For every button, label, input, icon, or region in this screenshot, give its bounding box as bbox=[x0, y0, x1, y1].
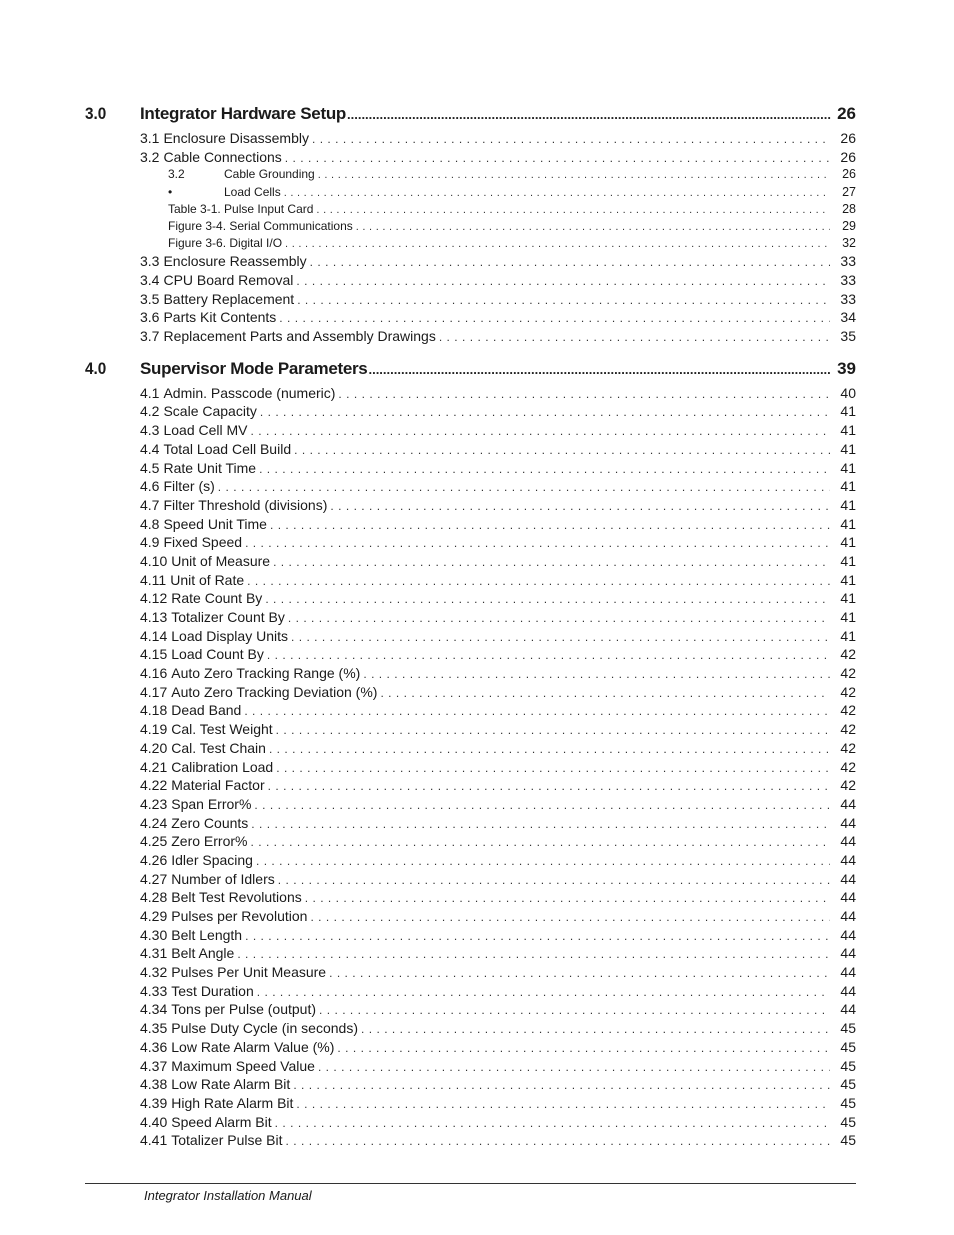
page-number: 42 bbox=[840, 702, 856, 719]
toc-entry[interactable] bbox=[140, 908, 856, 927]
subsection-number: • bbox=[168, 184, 173, 199]
page-number: 41 bbox=[840, 515, 856, 532]
section-number: 4.22 bbox=[140, 777, 168, 794]
dot-leader bbox=[218, 480, 830, 494]
table-of-contents bbox=[85, 104, 856, 1151]
toc-entry[interactable] bbox=[140, 927, 856, 946]
page-number: 26 bbox=[842, 167, 856, 182]
section-title: Cal. Test Weight bbox=[171, 721, 273, 738]
dot-leader bbox=[368, 362, 831, 377]
chapter-heading[interactable] bbox=[85, 359, 856, 385]
page-number: 33 bbox=[840, 290, 856, 307]
section-title: Load Display Units bbox=[171, 627, 288, 644]
page-number: 41 bbox=[840, 459, 856, 476]
section-title: Admin. Passcode (numeric) bbox=[163, 384, 336, 401]
section-number: 4.41 bbox=[140, 1132, 168, 1149]
section-number: 4.12 bbox=[140, 590, 168, 607]
toc-entry[interactable] bbox=[140, 1076, 856, 1095]
toc-entry[interactable] bbox=[140, 328, 856, 347]
section-title: Rate Count By bbox=[171, 590, 263, 607]
toc-entry[interactable] bbox=[140, 777, 856, 796]
dot-leader bbox=[318, 1060, 830, 1074]
section-title: Unit of Rate bbox=[170, 571, 245, 588]
toc-entry[interactable] bbox=[140, 721, 856, 740]
dot-leader bbox=[275, 1116, 830, 1130]
section-title: Pulses per Revolution bbox=[171, 908, 308, 924]
section-title: Auto Zero Tracking Deviation (%) bbox=[171, 683, 378, 700]
dot-leader bbox=[259, 462, 830, 476]
dot-leader bbox=[279, 311, 830, 325]
page-number: 41 bbox=[840, 403, 856, 420]
toc-entry[interactable] bbox=[140, 1001, 856, 1020]
section-title: Pulses Per Unit Measure bbox=[171, 964, 327, 981]
toc-entry[interactable] bbox=[140, 516, 856, 535]
chapter-heading[interactable] bbox=[85, 104, 856, 130]
toc-entry[interactable] bbox=[140, 441, 856, 460]
section-number: 4.7 bbox=[140, 496, 160, 513]
page-number: 41 bbox=[840, 478, 856, 495]
section-number: 4.25 bbox=[140, 833, 168, 850]
dot-leader bbox=[278, 873, 830, 887]
section-title: Enclosure Disassembly bbox=[163, 130, 309, 146]
toc-entry[interactable] bbox=[140, 684, 856, 703]
toc-entry[interactable] bbox=[140, 403, 856, 422]
section-title: Rate Unit Time bbox=[163, 459, 257, 476]
dot-leader bbox=[237, 947, 830, 961]
page-number: 44 bbox=[840, 926, 856, 943]
dot-leader bbox=[356, 221, 830, 233]
dot-leader bbox=[269, 742, 830, 756]
section-number: 4.3 bbox=[140, 422, 160, 439]
dot-leader bbox=[293, 1078, 830, 1092]
toc-figure-entry[interactable] bbox=[168, 219, 856, 236]
dot-leader bbox=[363, 667, 830, 681]
dot-leader bbox=[245, 929, 830, 943]
section-title: Calibration Load bbox=[171, 758, 274, 775]
section-number: 4.11 bbox=[140, 571, 167, 588]
section-number: 4.32 bbox=[140, 964, 168, 981]
page-number: 44 bbox=[840, 964, 856, 981]
page-number: 42 bbox=[840, 739, 856, 756]
section-number: 4.27 bbox=[140, 870, 168, 887]
dot-leader bbox=[380, 686, 830, 700]
footer-text: Integrator Installation Manual bbox=[144, 1188, 312, 1203]
dot-leader bbox=[288, 611, 830, 625]
page-number: 41 bbox=[840, 609, 856, 625]
page-number: 44 bbox=[840, 795, 856, 812]
section-number: 3.1 bbox=[140, 130, 160, 146]
page-number: 41 bbox=[840, 496, 856, 513]
toc-entry[interactable] bbox=[140, 833, 856, 852]
page-number: 40 bbox=[840, 384, 856, 401]
toc-entry[interactable] bbox=[140, 609, 856, 628]
page-number: 41 bbox=[840, 422, 856, 439]
dot-leader bbox=[319, 1003, 830, 1017]
dot-leader bbox=[291, 630, 830, 644]
dot-leader bbox=[296, 1097, 830, 1111]
section-number: 4.5 bbox=[140, 459, 160, 476]
dot-leader bbox=[270, 518, 830, 532]
page-number: 42 bbox=[840, 646, 856, 663]
section-number: 4.18 bbox=[140, 702, 168, 719]
dot-leader bbox=[245, 536, 830, 550]
section-title: Low Rate Alarm Bit bbox=[171, 1076, 291, 1093]
section-number: 4.17 bbox=[140, 683, 168, 700]
dot-leader bbox=[256, 854, 830, 868]
toc-entry[interactable] bbox=[140, 796, 856, 815]
dot-leader bbox=[286, 1134, 830, 1148]
toc-entry[interactable] bbox=[140, 1058, 856, 1077]
page-number: 44 bbox=[840, 889, 856, 906]
section-number: 4.40 bbox=[140, 1113, 168, 1130]
page-number: 42 bbox=[840, 777, 856, 794]
toc-entry[interactable] bbox=[140, 553, 856, 572]
dot-leader bbox=[296, 274, 830, 288]
page-number: 45 bbox=[840, 1020, 856, 1037]
section-number: 4.13 bbox=[140, 609, 168, 625]
page-number: 41 bbox=[840, 590, 856, 607]
dot-leader bbox=[247, 574, 830, 588]
toc-entry[interactable] bbox=[140, 889, 856, 908]
toc-entry[interactable] bbox=[140, 983, 856, 1002]
dot-leader bbox=[250, 835, 830, 849]
toc-entry[interactable] bbox=[140, 646, 856, 665]
page-number: 44 bbox=[840, 870, 856, 887]
chapter-number: 4.0 bbox=[85, 358, 107, 378]
page-number: 29 bbox=[842, 218, 856, 233]
section-title: CPU Board Removal bbox=[163, 272, 294, 288]
page-number: 44 bbox=[840, 851, 856, 868]
section-number: 4.24 bbox=[140, 814, 168, 831]
section-number: 4.9 bbox=[140, 534, 160, 551]
section-title: Speed Alarm Bit bbox=[171, 1113, 272, 1130]
section-number: 4.37 bbox=[140, 1057, 168, 1074]
dot-leader bbox=[273, 555, 830, 569]
section-number: 4.21 bbox=[140, 758, 168, 775]
dot-leader bbox=[310, 255, 830, 269]
dot-leader bbox=[257, 985, 830, 999]
figure-title: Figure 3-4. Serial Communications bbox=[168, 218, 353, 233]
chapter-title: Supervisor Mode Parameters bbox=[140, 358, 368, 378]
dot-leader bbox=[244, 704, 830, 718]
toc-entry[interactable] bbox=[140, 945, 856, 964]
dot-leader bbox=[285, 151, 830, 165]
toc-entry[interactable] bbox=[140, 572, 856, 591]
chapter-number: 3.0 bbox=[85, 104, 107, 123]
page-number: 44 bbox=[840, 1001, 856, 1018]
section-number: 4.4 bbox=[140, 440, 160, 457]
toc-entry[interactable] bbox=[140, 759, 856, 778]
toc-entry[interactable] bbox=[140, 422, 856, 441]
toc-entry[interactable] bbox=[140, 1132, 856, 1151]
section-title: Tons per Pulse (output) bbox=[171, 1001, 316, 1018]
section-title: Maximum Speed Value bbox=[171, 1057, 315, 1074]
section-number: 4.1 bbox=[140, 384, 160, 401]
section-title: Total Load Cell Build bbox=[163, 440, 292, 457]
section-title: Zero Counts bbox=[171, 814, 249, 831]
dot-leader bbox=[361, 1022, 830, 1036]
section-title: Unit of Measure bbox=[171, 552, 271, 569]
toc-figure-entry[interactable] bbox=[168, 236, 856, 253]
page-number: 41 bbox=[840, 534, 856, 551]
subsection-title: Load Cells bbox=[224, 184, 281, 199]
page-number: 33 bbox=[840, 253, 856, 270]
toc-entry[interactable] bbox=[140, 871, 856, 890]
section-number: 4.23 bbox=[140, 795, 168, 812]
section-title: Material Factor bbox=[171, 777, 265, 794]
section-title: Dead Band bbox=[171, 702, 242, 719]
section-number: 4.33 bbox=[140, 982, 168, 999]
section-number: 4.14 bbox=[140, 627, 168, 644]
toc-entry[interactable] bbox=[140, 478, 856, 497]
chapter-title: Integrator Hardware Setup bbox=[140, 104, 346, 123]
section-number: 4.38 bbox=[140, 1076, 168, 1093]
dot-leader bbox=[285, 238, 830, 250]
section-number: 4.30 bbox=[140, 926, 168, 943]
dot-leader bbox=[254, 798, 830, 812]
dot-leader bbox=[265, 592, 830, 606]
page-number: 44 bbox=[840, 814, 856, 831]
page-number: 45 bbox=[840, 1094, 856, 1111]
toc-entry[interactable] bbox=[140, 740, 856, 759]
page-number: 45 bbox=[840, 1057, 856, 1074]
toc-entry[interactable] bbox=[140, 460, 856, 479]
section-title: Fixed Speed bbox=[163, 534, 243, 551]
page-number: 41 bbox=[840, 552, 856, 569]
toc-entry[interactable] bbox=[140, 253, 856, 272]
section-number: 4.6 bbox=[140, 478, 160, 495]
page-number: 44 bbox=[840, 982, 856, 999]
dot-leader bbox=[316, 204, 830, 216]
section-title: Number of Idlers bbox=[171, 870, 275, 887]
page-number: 26 bbox=[840, 148, 856, 165]
section-title: High Rate Alarm Bit bbox=[171, 1094, 294, 1111]
toc-entry[interactable] bbox=[140, 1114, 856, 1133]
dot-leader bbox=[276, 761, 830, 775]
page-number: 44 bbox=[840, 833, 856, 850]
dot-leader bbox=[267, 648, 830, 662]
dot-leader bbox=[338, 387, 830, 401]
section-number: 4.26 bbox=[140, 851, 168, 868]
page-number: 45 bbox=[840, 1076, 856, 1093]
section-number: 3.6 bbox=[140, 309, 160, 326]
section-number: 4.28 bbox=[140, 889, 168, 906]
chapter-page-number: 26 bbox=[837, 104, 856, 123]
toc-entry[interactable] bbox=[140, 149, 856, 168]
section-title: Cable Connections bbox=[163, 148, 282, 165]
toc-entry[interactable] bbox=[140, 702, 856, 721]
page-number: 26 bbox=[840, 130, 856, 146]
page-number: 27 bbox=[842, 184, 856, 199]
section-title: Belt Test Revolutions bbox=[171, 889, 302, 906]
toc-entry[interactable] bbox=[140, 309, 856, 328]
section-number: 4.34 bbox=[140, 1001, 168, 1018]
toc-entry[interactable] bbox=[140, 497, 856, 516]
toc-entry[interactable] bbox=[140, 964, 856, 983]
dot-leader bbox=[330, 499, 830, 513]
dot-leader bbox=[329, 966, 830, 980]
section-number: 3.5 bbox=[140, 290, 160, 307]
page-number: 45 bbox=[840, 1113, 856, 1130]
toc-entry[interactable] bbox=[140, 534, 856, 553]
section-number: 3.4 bbox=[140, 272, 160, 288]
page-number: 44 bbox=[840, 908, 856, 924]
dot-leader bbox=[268, 779, 830, 793]
section-title: Speed Unit Time bbox=[163, 515, 267, 532]
page-number: 28 bbox=[842, 201, 856, 216]
section-number: 4.10 bbox=[140, 552, 168, 569]
section-title: Filter (s) bbox=[163, 478, 215, 495]
toc-entry[interactable] bbox=[140, 272, 856, 291]
subsection-title: Cable Grounding bbox=[224, 167, 315, 182]
section-number: 3.2 bbox=[140, 148, 160, 165]
section-number: 4.20 bbox=[140, 739, 168, 756]
page-number: 42 bbox=[840, 683, 856, 700]
section-number: 4.35 bbox=[140, 1020, 168, 1037]
section-title: Zero Error% bbox=[171, 833, 248, 850]
section-title: Belt Length bbox=[171, 926, 243, 943]
dot-leader bbox=[439, 330, 830, 344]
section-number: 4.16 bbox=[140, 665, 168, 682]
section-number: 4.29 bbox=[140, 908, 168, 924]
section-title: Filter Threshold (divisions) bbox=[163, 496, 328, 513]
subsection-number: 3.2 bbox=[168, 167, 185, 182]
section-title: Load Count By bbox=[171, 646, 264, 663]
toc-entry[interactable] bbox=[140, 815, 856, 834]
section-number: 4.2 bbox=[140, 403, 160, 420]
toc-entry[interactable] bbox=[140, 1039, 856, 1058]
dot-leader bbox=[297, 293, 830, 307]
toc-entry[interactable] bbox=[140, 665, 856, 684]
toc-entry[interactable] bbox=[140, 1020, 856, 1039]
section-number: 4.31 bbox=[140, 945, 168, 962]
toc-figure-entry[interactable] bbox=[168, 202, 856, 219]
section-title: Parts Kit Contents bbox=[163, 309, 277, 326]
figure-title: Table 3-1. Pulse Input Card bbox=[168, 201, 314, 216]
section-title: Low Rate Alarm Value (%) bbox=[171, 1038, 335, 1055]
toc-subentry[interactable] bbox=[168, 167, 856, 184]
section-number: 4.8 bbox=[140, 515, 160, 532]
section-title: Belt Angle bbox=[171, 945, 235, 962]
page-number: 41 bbox=[840, 627, 856, 644]
section-title: Load Cell MV bbox=[163, 422, 248, 439]
toc-entry[interactable] bbox=[140, 385, 856, 404]
dot-leader bbox=[347, 107, 831, 122]
page-number: 34 bbox=[840, 309, 856, 326]
section-title: Idler Spacing bbox=[171, 851, 253, 868]
page-number: 45 bbox=[840, 1038, 856, 1055]
page-number: 44 bbox=[840, 945, 856, 962]
page-number: 41 bbox=[840, 440, 856, 457]
chapter-page-number: 39 bbox=[837, 358, 856, 378]
dot-leader bbox=[260, 405, 830, 419]
page-number: 42 bbox=[840, 758, 856, 775]
section-title: Totalizer Pulse Bit bbox=[171, 1132, 283, 1149]
dot-leader bbox=[305, 891, 830, 905]
dot-leader bbox=[318, 169, 830, 181]
page-number: 33 bbox=[840, 272, 856, 288]
page-number: 45 bbox=[840, 1132, 856, 1149]
toc-entry[interactable] bbox=[140, 852, 856, 871]
section-number: 3.7 bbox=[140, 328, 160, 345]
toc-entry[interactable] bbox=[140, 590, 856, 609]
section-number: 3.3 bbox=[140, 253, 160, 270]
page-number: 32 bbox=[842, 236, 856, 251]
section-title: Replacement Parts and Assembly Drawings bbox=[163, 328, 436, 345]
section-number: 4.39 bbox=[140, 1094, 168, 1111]
toc-entry[interactable] bbox=[140, 130, 856, 149]
section-number: 4.19 bbox=[140, 721, 168, 738]
toc-subentry[interactable] bbox=[168, 185, 856, 202]
figure-title: Figure 3-6. Digital I/O bbox=[168, 236, 283, 251]
section-title: Cal. Test Chain bbox=[171, 739, 266, 756]
section-title: Span Error% bbox=[171, 795, 252, 812]
page-number: 35 bbox=[840, 328, 856, 345]
page-number: 42 bbox=[840, 721, 856, 738]
dot-leader bbox=[294, 443, 830, 457]
section-title: Totalizer Count By bbox=[171, 609, 285, 625]
toc-entry[interactable] bbox=[140, 628, 856, 647]
section-number: 4.36 bbox=[140, 1038, 168, 1055]
dot-leader bbox=[310, 910, 830, 924]
page-number: 42 bbox=[840, 665, 856, 682]
section-title: Enclosure Reassembly bbox=[163, 253, 307, 270]
toc-entry[interactable] bbox=[140, 291, 856, 310]
footer-rule bbox=[85, 1183, 856, 1184]
section-number: 4.15 bbox=[140, 646, 168, 663]
dot-leader bbox=[276, 723, 830, 737]
dot-leader bbox=[251, 424, 830, 438]
dot-leader bbox=[251, 817, 830, 831]
page-number: 41 bbox=[840, 571, 856, 588]
section-title: Scale Capacity bbox=[163, 403, 257, 420]
section-title: Pulse Duty Cycle (in seconds) bbox=[171, 1020, 358, 1037]
toc-entry[interactable] bbox=[140, 1095, 856, 1114]
dot-leader bbox=[337, 1041, 830, 1055]
section-title: Battery Replacement bbox=[163, 290, 295, 307]
dot-leader bbox=[284, 187, 830, 199]
section-title: Auto Zero Tracking Range (%) bbox=[171, 665, 361, 682]
dot-leader bbox=[312, 132, 830, 146]
section-title: Test Duration bbox=[171, 982, 254, 999]
